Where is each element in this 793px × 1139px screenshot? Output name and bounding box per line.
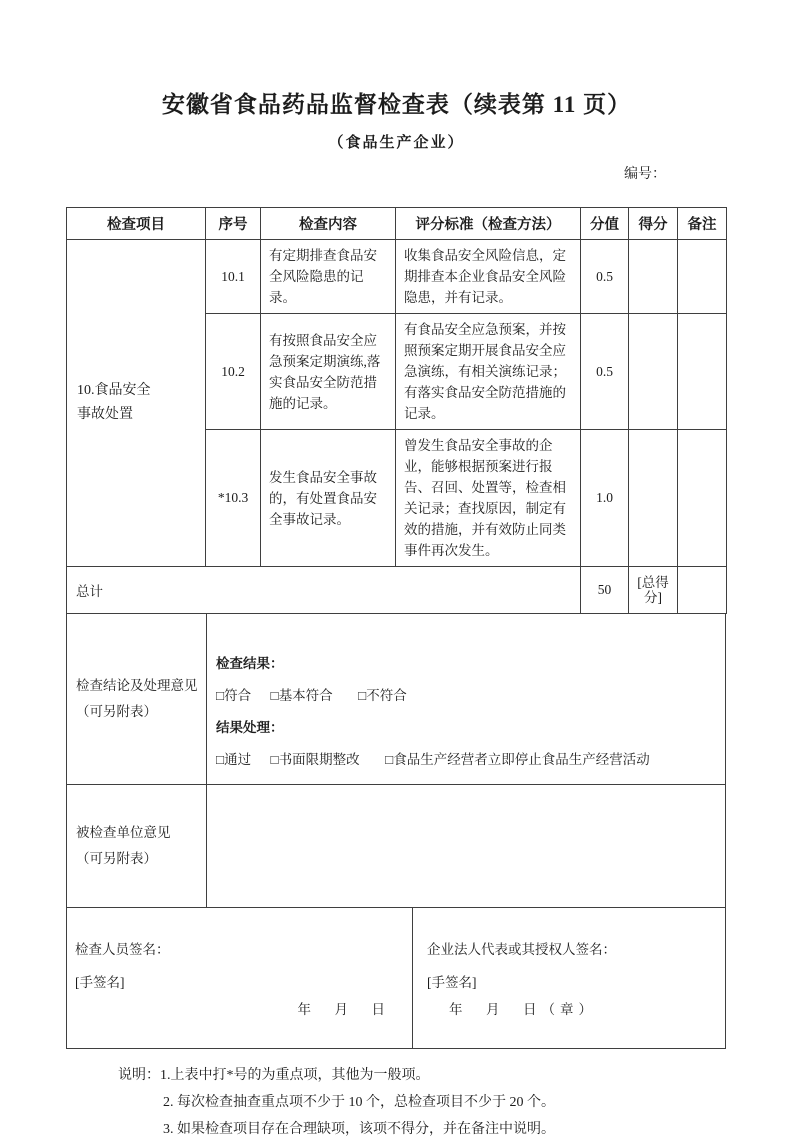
inspector-date-line: 年 月 日	[297, 1002, 390, 1017]
company-date-line: 年 月 日（章）	[449, 1002, 597, 1017]
serial-number-label: 编号：	[624, 167, 666, 182]
unit-opinion-blank-area	[207, 785, 725, 907]
footnote-line	[118, 1066, 726, 1085]
footnote-prefix: 说明：	[118, 1068, 160, 1083]
conclusion-label-line2: （可另附表）	[76, 704, 157, 719]
header-check-content: 检查内容	[261, 208, 396, 240]
option-pass	[216, 750, 251, 769]
scoring-standard-cell: 收集食品安全风险信息，定期排查本企业食品安全风险隐患，并有记录。	[396, 240, 581, 314]
conclusion-label-line1: 检查结论及处理意见	[76, 678, 198, 693]
score-got-cell	[629, 240, 678, 314]
total-score-value: 50	[581, 567, 629, 614]
company-signature-label: 企业法人代表或其授权人签名：	[427, 942, 616, 957]
handle-title: 结果处理：	[216, 720, 284, 735]
option-written-rectification	[271, 750, 360, 769]
header-remark: 备注	[678, 208, 727, 240]
score-value-cell: 1.0	[581, 430, 629, 567]
header-score-value: 分值	[581, 208, 629, 240]
remark-cell	[678, 314, 727, 430]
option-label: 符合	[224, 688, 252, 703]
remark-cell	[678, 240, 727, 314]
footnotes	[66, 1066, 726, 1139]
header-check-item: 检查项目	[67, 208, 206, 240]
inspector-signature-placeholder: [手签名]	[75, 975, 125, 990]
inspector-signature-label: 检查人员签名：	[75, 942, 170, 957]
unit-opinion-label-line2: （可另附表）	[76, 851, 157, 866]
checkbox-icon[interactable]: □	[216, 752, 225, 767]
inspector-signature-cell	[67, 908, 413, 1048]
footnote-line: 2. 每次检查抽查重点项不少于 10 个，总检查项目不少于 20 个。	[163, 1095, 555, 1110]
page-title: 安徽省食品药品监督检查表（续表第 11 页）	[161, 92, 632, 117]
total-remark-cell	[678, 567, 727, 614]
conclusion-label	[67, 614, 207, 784]
total-row	[67, 567, 727, 614]
category-cell	[67, 240, 206, 567]
result-options-row	[216, 686, 715, 705]
handle-options-row	[216, 750, 715, 769]
option-label: 书面限期整改	[278, 752, 360, 767]
row-number-cell: *10.3	[206, 430, 261, 567]
table-header-row	[67, 208, 727, 240]
checkbox-icon[interactable]: □	[270, 752, 279, 767]
total-label: 总计	[67, 567, 581, 614]
score-got-cell	[629, 430, 678, 567]
score-value-cell: 0.5	[581, 240, 629, 314]
footnote-text: 1.上表中打*号的为重点项，其他为一般项。	[160, 1068, 430, 1083]
score-got-cell	[629, 314, 678, 430]
checkbox-icon[interactable]: □	[270, 688, 279, 703]
category-label: 10.食品安全事故处置	[77, 383, 151, 422]
signature-section	[66, 908, 726, 1049]
option-basically-conform	[271, 686, 333, 705]
table-row	[67, 240, 727, 314]
option-conform	[216, 686, 251, 705]
conclusion-section	[66, 614, 726, 785]
option-stop-production	[385, 750, 650, 769]
option-label: 基本符合	[278, 688, 333, 703]
score-value-cell: 0.5	[581, 314, 629, 430]
company-signature-cell	[413, 908, 725, 1048]
inspection-score-table	[66, 207, 727, 614]
page-subtitle: （食品生产企业）	[328, 135, 465, 151]
header-score-got: 得分	[629, 208, 678, 240]
remark-cell	[678, 430, 727, 567]
check-content-cell: 有按照食品安全应急预案定期演练,落实食品安全防范措施的记录。	[261, 314, 396, 430]
checkbox-icon[interactable]: □	[216, 688, 225, 703]
option-label: 不符合	[366, 688, 407, 703]
checkbox-icon[interactable]: □	[385, 752, 394, 767]
unit-opinion-label-line1: 被检查单位意见	[76, 825, 171, 840]
check-content-cell: 有定期排查食品安全风险隐患的记录。	[261, 240, 396, 314]
result-title: 检查结果：	[216, 656, 284, 671]
row-number-cell: 10.2	[206, 314, 261, 430]
header-scoring-standard: 评分标准（检查方法）	[396, 208, 581, 240]
scoring-standard-cell: 有食品安全应急预案，并按照预案定期开展食品安全应急演练，有相关演练记录；有落实食品安全防范措施的记录。	[396, 314, 581, 430]
unit-opinion-section	[66, 785, 726, 908]
unit-opinion-label	[67, 785, 207, 907]
row-number-cell: 10.1	[206, 240, 261, 314]
option-not-conform	[358, 686, 407, 705]
form-sheet	[66, 165, 726, 1139]
footnote-line: 3. 如果检查项目存在合理缺项，该项不得分，并在备注中说明。	[163, 1122, 555, 1137]
checkbox-icon[interactable]: □	[358, 688, 367, 703]
conclusion-content	[207, 614, 725, 784]
option-label: 食品生产经营者立即停止食品生产经营活动	[393, 752, 650, 767]
scoring-standard-cell: 曾发生食品安全事故的企业，能够根据预案进行报告、召回、处置等，检查相关记录；查找原因，制定有效的措施，并有效防止同类事件再次发生。	[396, 430, 581, 567]
check-content-cell: 发生食品安全事故的，有处置食品安全事故记录。	[261, 430, 396, 567]
option-label: 通过	[224, 752, 252, 767]
total-score-got-placeholder: [总得分]	[629, 567, 678, 614]
company-signature-placeholder: [手签名]	[427, 975, 477, 990]
header-seq-no: 序号	[206, 208, 261, 240]
